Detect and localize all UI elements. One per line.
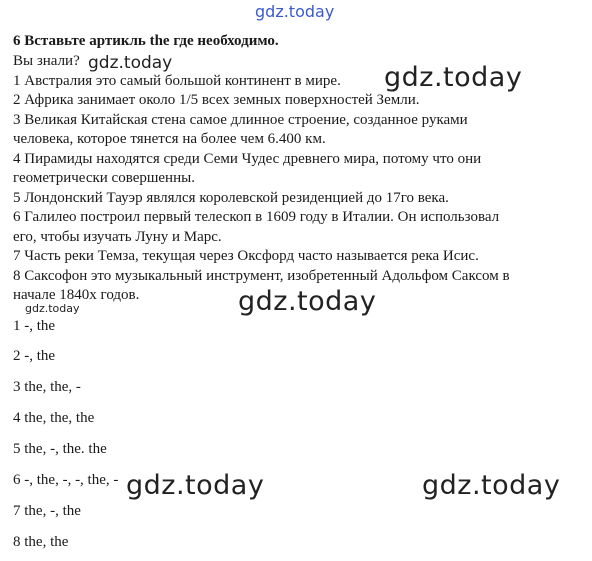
sentence-line: 7 Часть реки Темза, текущая через Оксфорд часто называется река Исис. — [13, 248, 479, 264]
watermark-top: gdz.today — [255, 2, 335, 21]
sentence-line: 2 Африка занимает около 1/5 всех земных поверхностей Земли. — [13, 92, 420, 108]
intro-line — [13, 52, 80, 71]
sentence-line: геометрически совершенны. — [13, 170, 195, 186]
answer-line: 1 -, the — [13, 318, 56, 334]
sentence-line: 3 Великая Китайская стена самое длинное строение, созданное руками — [13, 112, 468, 128]
answer-line: 7 the, -, the — [13, 503, 81, 519]
answer-line: 3 the, the, - — [13, 379, 81, 395]
answer-line: 5 the, -, the. the — [13, 441, 107, 457]
sentence-line: начале 1840х годов. — [13, 287, 140, 303]
watermark-bottom-left: gdz.today — [126, 470, 265, 501]
sentence-line: 1 Австралия это самый большой континент в мире. — [13, 73, 341, 89]
sentence-line: 5 Лондонский Тауэр являлся королевской резиденцией до 17го века. — [13, 190, 449, 206]
exercise-title: 6 Вставьте артикль the где необходимо. — [13, 33, 279, 49]
watermark-bottom-right: gdz.today — [422, 470, 561, 501]
watermark-small: gdz.today — [25, 302, 80, 315]
sentence-line: человека, которое тянется на более чем 6.400 км. — [13, 131, 326, 147]
answer-line: 8 the, the — [13, 534, 69, 550]
answer-line: 2 -, the — [13, 348, 56, 364]
sentence-line: 6 Галилео построил первый телескоп в 1609 году в Италии. Он использовал — [13, 209, 500, 225]
sentence-line: его, чтобы изучать Луну и Марс. — [13, 229, 222, 245]
watermark-intro: gdz.today — [88, 53, 173, 73]
answer-line: 6 -, the, -, -, the, - — [13, 472, 119, 488]
sentence-line: 8 Саксофон это музыкальный инструмент, изобретенный Адольфом Саксом в — [13, 268, 510, 284]
answer-line: 4 the, the, the — [13, 410, 95, 426]
intro-text: Вы знали? — [13, 53, 80, 69]
watermark-middle: gdz.today — [238, 286, 377, 317]
watermark-sentence1: gdz.today — [384, 62, 523, 93]
sentence-line: 4 Пирамиды находятся среди Семи Чудес древнего мира, потому что они — [13, 151, 482, 167]
